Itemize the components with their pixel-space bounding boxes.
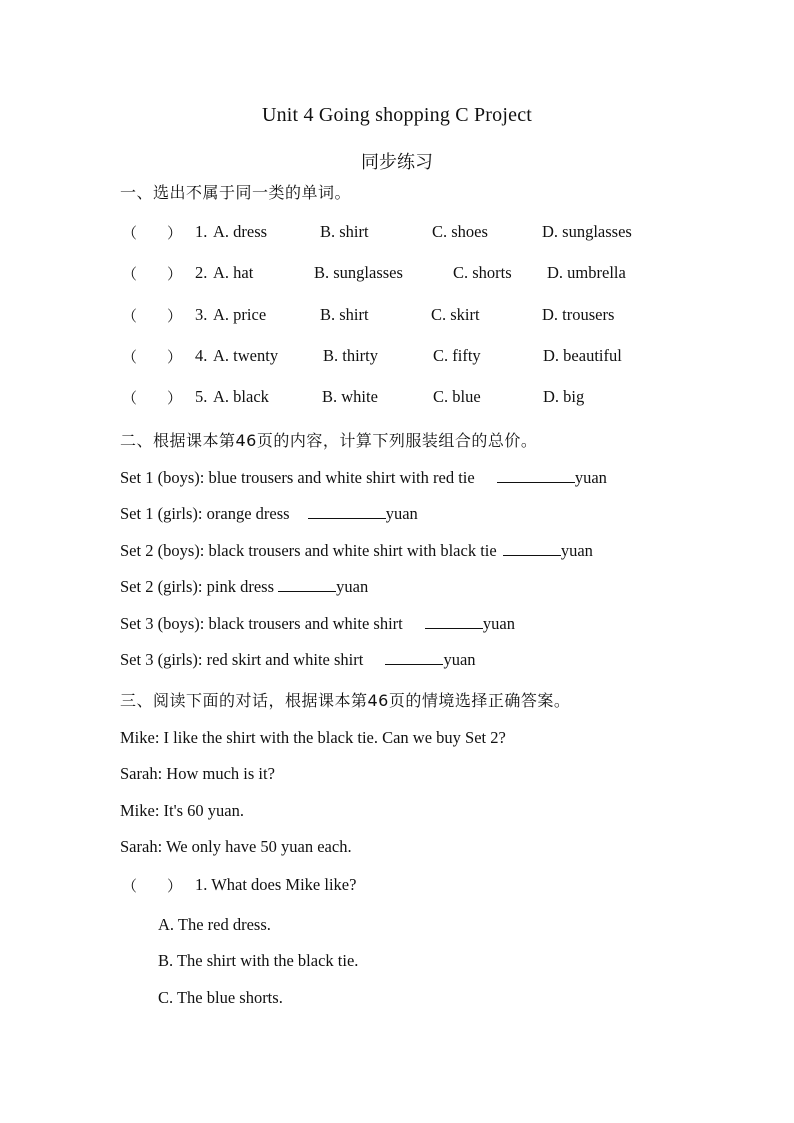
set-row-4 <box>120 577 368 597</box>
question-text: 1. What does Mike like? <box>195 875 357 894</box>
option-b: B. white <box>322 387 378 406</box>
set-label: Set 2 (girls): <box>120 577 203 596</box>
question-row-4 <box>0 346 794 370</box>
set-label: Set 3 (boys): <box>120 614 205 633</box>
option-b: B. thirty <box>323 346 379 365</box>
option-c: C. fifty <box>433 346 481 365</box>
set-description: black trousers and white shirt with black tie <box>208 541 497 560</box>
set-row-1 <box>120 468 607 488</box>
option-b: B. shirt <box>320 222 369 241</box>
set-row-5 <box>120 614 515 634</box>
question-number: 3. <box>195 305 208 324</box>
answer-bracket[interactable]: （ ） <box>122 348 183 366</box>
unit-label: yuan <box>560 541 593 560</box>
set-row-6 <box>120 650 476 670</box>
dialogue-line-1: Mike: I like the shirt with the black tie. Can we buy Set 2? <box>120 728 506 747</box>
answer-option-c: C. The blue shorts. <box>158 988 283 1007</box>
option-d: D. umbrella <box>547 263 626 282</box>
question-number: 5. <box>195 387 208 406</box>
option-b: B. shirt <box>320 305 369 324</box>
set-row-3 <box>120 541 593 561</box>
option-a: A. price <box>213 305 267 324</box>
option-d: D. big <box>543 387 585 406</box>
answer-bracket[interactable]: （ ） <box>122 224 183 242</box>
option-a: A. twenty <box>213 346 279 365</box>
unit-label: yuan <box>385 504 418 523</box>
answer-blank[interactable] <box>385 650 443 665</box>
unit-label: yuan <box>574 468 607 487</box>
question-number: 4. <box>195 346 208 365</box>
question-number: 1. <box>195 222 208 241</box>
question-row-5 <box>0 387 794 411</box>
option-c: C. blue <box>433 387 481 406</box>
unit-label: yuan <box>482 614 515 633</box>
section2-heading: 二、根据课本第46页的内容，计算下列服装组合的总价。 <box>120 431 538 450</box>
dialogue-line-3: Mike: It's 60 yuan. <box>120 801 244 820</box>
option-b: B. sunglasses <box>314 263 403 282</box>
answer-bracket[interactable]: （ ） <box>122 389 183 407</box>
answer-blank[interactable] <box>308 504 386 519</box>
set-label: Set 1 (boys): <box>120 468 205 487</box>
option-c: C. skirt <box>431 305 480 324</box>
option-a: A. dress <box>213 222 268 241</box>
set-label: Set 1 (girls): <box>120 504 203 523</box>
question-number: 2. <box>195 263 208 282</box>
option-a: A. hat <box>213 263 254 282</box>
dialogue-line-4: Sarah: We only have 50 yuan each. <box>120 837 352 856</box>
unit-label: yuan <box>443 650 476 669</box>
answer-bracket[interactable]: （ ） <box>122 877 183 895</box>
option-a: A. black <box>213 387 269 406</box>
answer-blank[interactable] <box>497 468 575 483</box>
set-label: Set 2 (boys): <box>120 541 205 560</box>
option-d: D. trousers <box>542 305 615 324</box>
page-title: Unit 4 Going shopping C Project <box>261 104 533 126</box>
answer-blank[interactable] <box>278 577 336 592</box>
answer-blank[interactable] <box>425 614 483 629</box>
option-c: C. shoes <box>432 222 488 241</box>
unit-label: yuan <box>336 577 369 596</box>
answer-blank[interactable] <box>503 541 561 556</box>
answer-option-b: B. The shirt with the black tie. <box>158 951 359 970</box>
dialogue-line-2: Sarah: How much is it? <box>120 764 275 783</box>
set-row-2 <box>120 504 418 524</box>
section3-heading: 三、阅读下面的对话，根据课本第46页的情境选择正确答案。 <box>120 691 571 710</box>
reading-question-1 <box>0 875 794 899</box>
question-row-3 <box>0 305 794 329</box>
answer-bracket[interactable]: （ ） <box>122 265 183 283</box>
answer-bracket[interactable]: （ ） <box>122 307 183 325</box>
set-description: red skirt and white shirt <box>206 650 364 669</box>
set-description: orange dress <box>206 504 290 523</box>
set-description: black trousers and white shirt <box>208 614 403 633</box>
set-description: pink dress <box>206 577 274 596</box>
option-d: D. beautiful <box>543 346 622 365</box>
option-d: D. sunglasses <box>542 222 632 241</box>
set-description: blue trousers and white shirt with red tie <box>208 468 475 487</box>
set-label: Set 3 (girls): <box>120 650 203 669</box>
page-subtitle: 同步练习 <box>361 152 433 173</box>
question-row-1 <box>0 222 794 246</box>
option-c: C. shorts <box>453 263 512 282</box>
question-row-2 <box>0 263 794 287</box>
section1-heading: 一、选出不属于同一类的单词。 <box>120 183 352 202</box>
answer-option-a: A. The red dress. <box>158 915 271 934</box>
